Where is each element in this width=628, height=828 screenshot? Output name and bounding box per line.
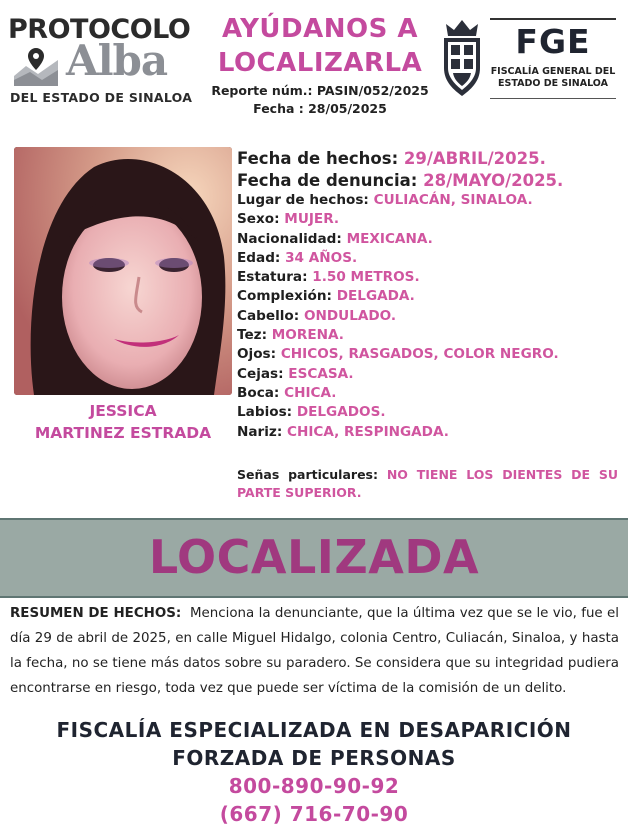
details-list: [237, 148, 627, 442]
detail-label: Lugar de hechos:: [237, 192, 369, 208]
detail-value: CULIACÁN, SINALOA.: [373, 192, 533, 208]
detail-value: 1.50 METROS.: [312, 269, 420, 286]
detail-value: CHICOS, RASGADOS, COLOR NEGRO.: [280, 346, 559, 363]
detail-row: [237, 365, 627, 384]
missing-person-photo: [14, 147, 232, 395]
phone-number-1[interactable]: 800-890-90-92: [228, 774, 400, 798]
footer-agency-line2: FORZADA DE PERSONAS: [172, 746, 456, 770]
detail-label: Cejas:: [237, 365, 284, 382]
protocolo-state-label: DEL ESTADO DE SINALOA: [10, 90, 193, 105]
detail-row: [237, 170, 627, 192]
detail-value: MEXICANA.: [346, 230, 433, 247]
detail-row: [237, 307, 627, 326]
detail-label: Labios:: [237, 404, 293, 421]
detail-label: Fecha de denuncia:: [237, 170, 418, 190]
distinguishing-marks-label: Señas particulares:: [237, 467, 378, 482]
detail-row: [237, 191, 627, 210]
detail-row: [237, 148, 627, 170]
detail-row: [237, 230, 627, 249]
detail-label: Edad:: [237, 249, 281, 266]
detail-label: Fecha de hechos:: [237, 149, 399, 168]
detail-value: DELGADOS.: [296, 404, 386, 421]
detail-row: [237, 210, 627, 229]
alba-logo-text: Alba: [66, 36, 168, 85]
detail-row: [237, 423, 627, 442]
detail-row: [237, 268, 627, 287]
detail-value: CHICA.: [284, 384, 337, 401]
detail-label: Estatura:: [237, 269, 308, 286]
distinguishing-marks-value: NO TIENE LOS DIENTES DE SU PARTE SUPERIOR.: [237, 467, 619, 500]
detail-label: Boca:: [237, 384, 280, 401]
headline-line1: AYÚDANOS A: [221, 14, 419, 44]
state-coat-of-arms-icon: [440, 16, 484, 100]
status-banner: LOCALIZADA: [148, 530, 480, 584]
agency-rule-top: [490, 18, 616, 20]
detail-label: Nariz:: [237, 423, 283, 440]
detail-label: Ojos:: [237, 346, 277, 363]
detail-row: [237, 287, 627, 306]
report-date: Fecha : 28/05/2025: [253, 101, 387, 116]
report-number: Reporte núm.: PASIN/052/2025: [211, 83, 429, 98]
detail-label: Cabello:: [237, 307, 300, 324]
detail-value: MORENA.: [271, 327, 344, 344]
detail-value: ONDULADO.: [303, 307, 397, 324]
detail-row: [237, 345, 627, 364]
case-summary: [10, 601, 619, 701]
protocolo-label: PROTOCOLO: [8, 14, 191, 45]
detail-row: [237, 403, 627, 422]
agency-name: [486, 66, 620, 90]
portrait-illustration: [14, 147, 232, 395]
detail-value: 28/MAYO/2025.: [423, 170, 564, 190]
distinguishing-marks: [237, 466, 618, 502]
detail-label: Tez:: [237, 327, 268, 344]
person-last-names: MARTINEZ ESTRADA: [34, 424, 212, 442]
case-summary-text: Menciona la denunciante, que la última vez que se le vio, fue el día 29 de abril de 2025, en calle Miguel Hidalgo, colonia Centro, Culiacán, Sinaloa, y hasta la fecha, no se tiene más datos sobre su paradero. Se considera que su integridad pudiera encontrarse en riesgo, toda vez que puede ser víctima de la comisión de un delito.: [10, 606, 620, 696]
detail-label: Sexo:: [237, 211, 280, 228]
detail-row: [237, 326, 627, 345]
detail-row: [237, 249, 627, 268]
agency-rule-bottom: [490, 98, 616, 99]
detail-value: CHICA, RESPINGADA.: [287, 423, 449, 440]
detail-value: MUJER.: [284, 211, 340, 228]
headline-line2: LOCALIZARLA: [217, 48, 423, 78]
case-summary-label: RESUMEN DE HECHOS:: [10, 606, 182, 621]
detail-value: 34 AÑOS.: [285, 249, 358, 266]
detail-label: Complexión:: [237, 288, 332, 305]
phone-number-2[interactable]: (667) 716-70-90: [219, 802, 409, 826]
agency-name-line1: FISCALÍA GENERAL DEL: [490, 66, 616, 77]
alba-location-pin-icon: [12, 46, 60, 88]
detail-value: 29/ABRIL/2025.: [403, 149, 546, 168]
detail-value: DELGADA.: [336, 288, 415, 305]
person-first-name: JESSICA: [89, 402, 157, 420]
agency-acronym: FGE: [515, 22, 591, 61]
detail-label: Nacionalidad:: [237, 230, 342, 247]
detail-value: ESCASA.: [288, 365, 354, 382]
detail-row: [237, 384, 627, 403]
agency-name-line2: ESTADO DE SINALOA: [498, 78, 608, 89]
footer-agency-line1: FISCALÍA ESPECIALIZADA EN DESAPARICIÓN: [56, 718, 572, 742]
